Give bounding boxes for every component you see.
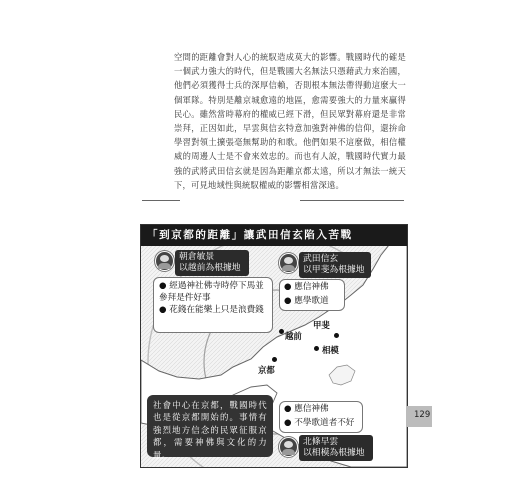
kai-marker (334, 333, 339, 338)
takeda-name: 武田信玄 (303, 254, 339, 264)
asakura-portrait-icon (155, 251, 174, 271)
hojo-label (299, 435, 373, 461)
hojo-name: 北條早雲 (303, 437, 339, 447)
bullet-icon: ● (159, 281, 167, 291)
takeda-label (299, 252, 371, 278)
asakura-precept-2: ● 花錢在能樂上只是浪費錢 (159, 305, 264, 315)
echizen-marker (279, 329, 284, 334)
takeda-portrait-icon (279, 253, 298, 273)
bullet-icon: ● (284, 418, 292, 428)
hojo-precept-1: ● 應信神佛 (284, 404, 329, 414)
section-divider-right (300, 200, 404, 201)
asakura-label (175, 250, 249, 276)
bullet-icon: ● (284, 404, 292, 414)
kyoto-marker (272, 357, 277, 362)
kyoto-context-note: 社會中心在京都，戰國時代也是從京都開始的。事情有強烈地方信念的民眾征服京都，需要神佛與文化的力量。 (147, 395, 273, 457)
echizen-label: 越前 (285, 331, 302, 341)
asakura-name: 朝倉敏景 (179, 252, 215, 262)
body-paragraph: 空間的距離會對人心的統馭造成莫大的影響。戰國時代的確是一個武力強大的時代，但是戰國大名無法只憑藉武力來治國，他們必須獲得士兵的深厚信賴，否則根本無法帶得動這麼大一個軍隊。特別是離京城愈遠的地區，愈需要強大的力量來贏得民心。雖然當時幕府的權威已經下滑，但民眾對幕府還是非常崇拜，正因如此，早雲與信玄特意加強對神佛的信仰，還拚命學習對領土擴張毫無幫助的和歌。他們如果不這麼做，相信權威的周邊人士是不會來效忠的。而也有人說，戰國時代實力最強的武將武田信玄就是因為距離京都太遠，所以才無法一統天下，可見地域性與統馭權威的影響相當深遠。 (174, 52, 406, 190)
asakura-precept-1: ● 經過神社佛寺時停下馬並參拜是件好事 (159, 281, 264, 303)
sagami-marker (314, 346, 319, 351)
figure-title: 「到京都的距離」讓武田信玄陷入苦戰 (141, 225, 407, 246)
kyoto-label: 京都 (258, 365, 275, 375)
bullet-icon: ● (284, 296, 292, 306)
asakura-base: 以越前為根據地 (179, 263, 241, 273)
section-divider-left (142, 200, 180, 201)
map-figure (140, 224, 408, 468)
sagami-label: 相模 (322, 345, 339, 355)
takeda-precept-2: ● 應學歌道 (284, 296, 329, 306)
takeda-base: 以甲斐為根據地 (303, 265, 365, 275)
bullet-icon: ● (284, 282, 292, 292)
kai-label: 甲斐 (313, 320, 330, 330)
takeda-precept-1: ● 應信神佛 (284, 282, 329, 292)
hojo-base: 以相模為根據地 (303, 448, 365, 458)
hojo-precept-2: ● 不學歌道者不好 (284, 418, 355, 428)
hojo-portrait-icon (279, 437, 298, 457)
page-number: 129 (414, 410, 431, 420)
bullet-icon: ● (159, 305, 167, 315)
